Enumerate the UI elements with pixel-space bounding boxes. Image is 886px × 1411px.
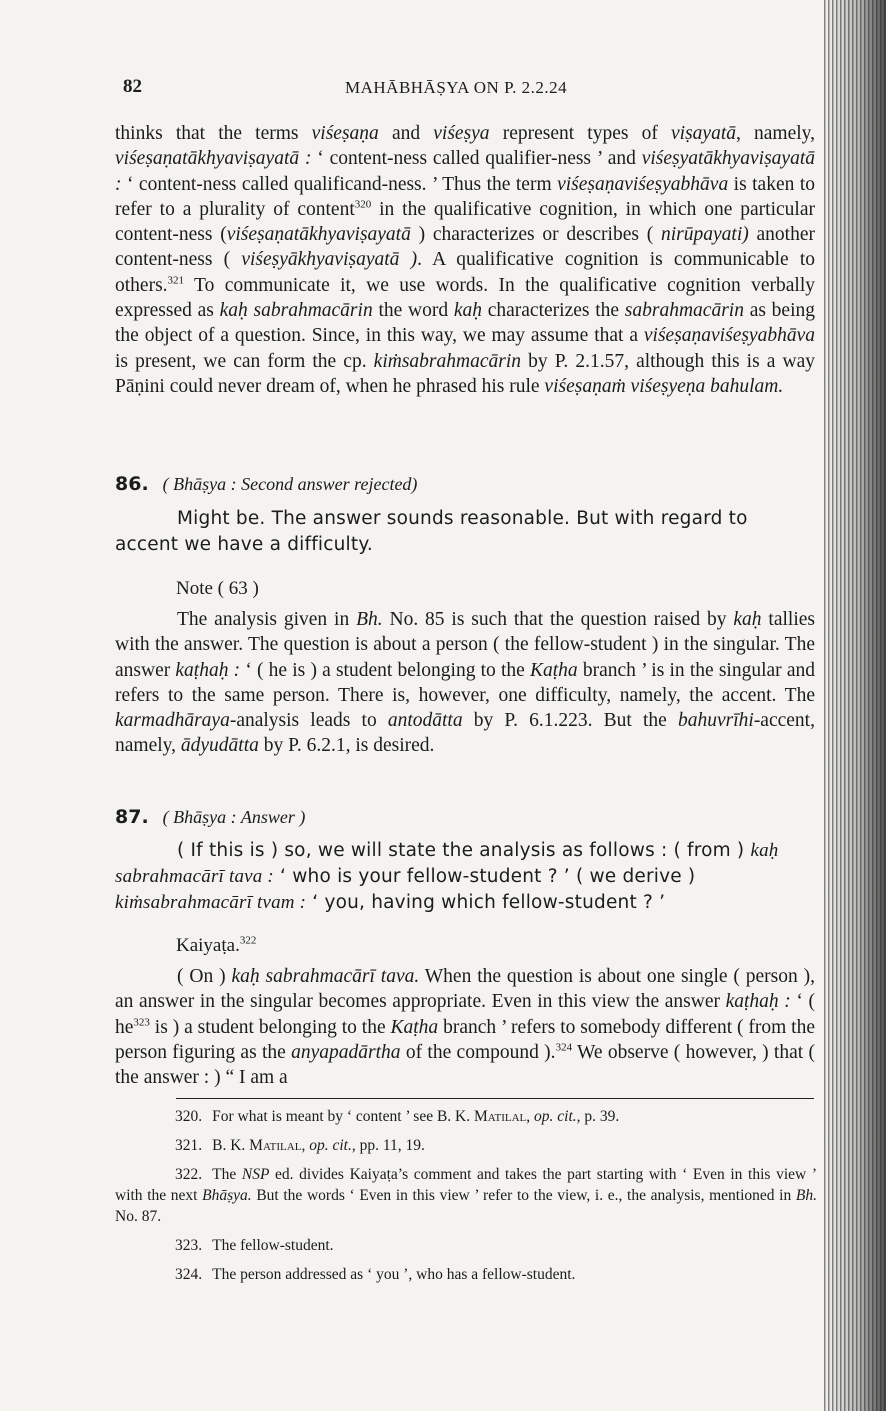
- text: The fellow-student.: [212, 1237, 334, 1254]
- term: kaḥ: [453, 300, 482, 322]
- footnote-ref: 322: [239, 934, 257, 947]
- footnote-number: 321.: [175, 1137, 203, 1154]
- text: by P. 6.1.223. But the: [462, 710, 678, 732]
- term: Bhāṣya.: [202, 1187, 252, 1204]
- footnote-ref: 323: [133, 1016, 150, 1029]
- term: viśeṣya: [433, 123, 490, 144]
- text: another content-ness (: [115, 224, 815, 271]
- text: by P. 2.1.57, although this is a way Pāṇini could never dream of, when he phrased his rule: [115, 350, 816, 397]
- text: and: [378, 123, 434, 144]
- term: viśeṣaṇa: [311, 123, 379, 144]
- footnote-rule: [176, 1098, 814, 1099]
- text: ‘ ( he: [115, 991, 815, 1038]
- text: ed. divides Kaiyaṭa’s comment and takes the part starting with ‘ Even in this view ’ with the next: [115, 1166, 817, 1204]
- term: viṣayatā: [671, 123, 736, 144]
- footnote-ref: 320: [354, 198, 372, 211]
- text: The analysis given in: [177, 609, 357, 630]
- term: viśeṣaṇatākhyaviṣayatā :: [115, 148, 312, 170]
- text: by P. 6.2.1, is desired.: [258, 735, 435, 757]
- text: ‘ ( he is ) a student belonging to the: [240, 659, 530, 681]
- section-86-translation: Might be. The answer sounds reasonable. But with regard to accent we have a difficulty.: [115, 508, 748, 555]
- text: We observe ( however, ) that ( the answer : ) “ I am a: [115, 1041, 815, 1089]
- text: tallies with the answer. The question is about a person ( the fellow-student ) in the singular. The answer: [115, 609, 815, 681]
- term: Kaṭha: [529, 659, 578, 681]
- term: NSP: [241, 1166, 270, 1183]
- term: antodātta: [387, 710, 463, 732]
- text: the word: [372, 300, 454, 322]
- text: ( On ): [177, 966, 232, 987]
- section-86-heading: [115, 473, 417, 495]
- author: Matilal: [249, 1137, 302, 1154]
- term: kaṭhaḥ :: [175, 659, 241, 681]
- term: karmadhāraya: [115, 710, 230, 732]
- text: ,: [526, 1108, 535, 1125]
- text: For what is meant by ‘ content ’ see B. K.: [212, 1108, 474, 1125]
- section-87-heading: [115, 806, 305, 828]
- term: ādyudātta: [180, 735, 259, 757]
- section-number: 87.: [115, 806, 149, 828]
- term: Bh.: [795, 1187, 817, 1204]
- text: The: [212, 1166, 242, 1183]
- term: bahuvrīhi: [677, 710, 754, 732]
- footnote-322: [115, 1164, 817, 1227]
- text: ( If this is ) so, we will state the analysis as follows : ( from ): [177, 840, 751, 861]
- term: viśeṣyatākhyaviṣayatā :: [115, 148, 815, 195]
- term: viśeṣaṇaṁ viśeṣyeṇa bahulam.: [544, 375, 784, 397]
- text: No. 87.: [115, 1208, 162, 1225]
- text: of the compound ).: [400, 1041, 556, 1063]
- text: ‘ you, having which fellow-student ? ’: [306, 892, 666, 913]
- footnote-number: 320.: [175, 1108, 203, 1125]
- text: thinks that the terms: [115, 123, 312, 144]
- term: nirūpayati): [661, 224, 749, 246]
- term: sabrahmacārin: [624, 300, 744, 322]
- footnote-ref: 324: [555, 1041, 573, 1054]
- term: kaṭhaḥ :: [725, 991, 791, 1013]
- text: -analysis leads to: [229, 710, 388, 732]
- term: kaḥ sabrahmacārī tava :: [115, 840, 779, 887]
- text: . A qualificative cognition is communicable to others.: [115, 249, 815, 296]
- running-head: MAHĀBHĀṢYA ON P. 2.2.24: [345, 78, 568, 97]
- text: -accent, namely,: [115, 710, 815, 757]
- text: ,: [301, 1137, 310, 1154]
- term: op. cit.: [309, 1137, 352, 1154]
- term: viśeṣaṇatākhyaviṣayatā: [226, 224, 411, 246]
- text: characterizes the: [481, 300, 625, 322]
- text: represent types of: [489, 123, 671, 144]
- section-label: ( Bhāṣya : Answer ): [162, 807, 306, 827]
- text: But the words ‘ Even in this view ’ refer to the view, i. e., the analysis, mentioned in: [251, 1187, 796, 1204]
- text: ‘ who is your fellow-student ? ’ ( we derive ): [273, 866, 696, 887]
- footnote-number: 324.: [175, 1266, 203, 1283]
- text: ) characterizes or describes (: [410, 224, 661, 246]
- page-header: [123, 76, 593, 102]
- text: is present, we can form the cp.: [115, 350, 374, 372]
- footnote-320: [115, 1106, 817, 1127]
- term: kaḥ sabrahmacārin: [219, 300, 373, 322]
- term: Kaṭha: [390, 1016, 439, 1038]
- footnote-number: 323.: [175, 1237, 203, 1254]
- term: viśeṣyākhyaviṣayatā ): [241, 249, 418, 271]
- footnote-ref: 321: [167, 274, 185, 287]
- term: op. cit.: [534, 1108, 577, 1125]
- footnote-324: [115, 1264, 817, 1285]
- author: Matilal: [474, 1108, 527, 1125]
- text: in the qualificative cognition, in which one particular content-ness (: [115, 198, 815, 246]
- footnote-323: [115, 1235, 817, 1256]
- section-87-translation: [115, 838, 815, 916]
- intro-paragraph: [115, 121, 815, 399]
- text: B. K.: [212, 1137, 250, 1154]
- book-gutter-edge: [824, 0, 886, 1411]
- note-63-heading: Note ( 63 ): [176, 578, 259, 599]
- footnote-number: 322.: [175, 1166, 203, 1183]
- text: ‘ content-ness called qualificand-ness. ’ Thus the term: [121, 173, 558, 195]
- text: The person addressed as ‘ you ’, who has a fellow-student.: [212, 1266, 576, 1283]
- text: , namely,: [735, 123, 816, 144]
- text: as being the object of a question. Since, in this way, we may assume that a: [115, 300, 815, 347]
- term: kaḥ: [733, 609, 762, 630]
- text: , p. 39.: [576, 1108, 620, 1125]
- section-number: 86.: [115, 473, 149, 495]
- page-number: 82: [123, 76, 142, 97]
- text: branch ’ is in the singular and refers to the same person. There is, however, one difficulty, namely, the accent. The: [115, 659, 815, 706]
- note-63-paragraph: [115, 607, 815, 759]
- term: viśeṣaṇaviśeṣyabhāva: [557, 173, 729, 195]
- text: ‘ content-ness called qualifier-ness ’ and: [311, 148, 642, 170]
- text: branch ’ refers to somebody different ( from the person figuring as the: [115, 1016, 815, 1063]
- term: anyapadārtha: [291, 1041, 401, 1063]
- term: kiṁsabrahmacārī tvam :: [115, 892, 307, 913]
- kaiyata-paragraph: [115, 964, 815, 1090]
- text: is taken to refer to a plurality of content: [115, 173, 815, 220]
- section-label: ( Bhāṣya : Second answer rejected): [162, 474, 418, 494]
- term: viśeṣaṇaviśeṣyabhāva: [643, 325, 815, 347]
- text: When the question is about one single ( person ), an answer in the singular becomes appropriate. Even in this view the answer: [115, 966, 815, 1013]
- text: is ) a student belonging to the: [149, 1016, 391, 1038]
- term: kiṁsabrahmacārin: [373, 350, 521, 372]
- footnote-321: [115, 1135, 817, 1156]
- text: Kaiyaṭa.: [176, 935, 240, 956]
- text: , pp. 11, 19.: [351, 1137, 425, 1154]
- text: No. 85 is such that the question raised by: [382, 609, 734, 630]
- term: Bh.: [356, 609, 383, 630]
- term: kaḥ sabrahmacārī tava.: [231, 966, 420, 987]
- kaiyata-heading: [176, 935, 256, 957]
- text: To communicate it, we use words. In the qualificative cognition verbally expressed as: [115, 274, 815, 322]
- footnotes: [115, 1106, 817, 1293]
